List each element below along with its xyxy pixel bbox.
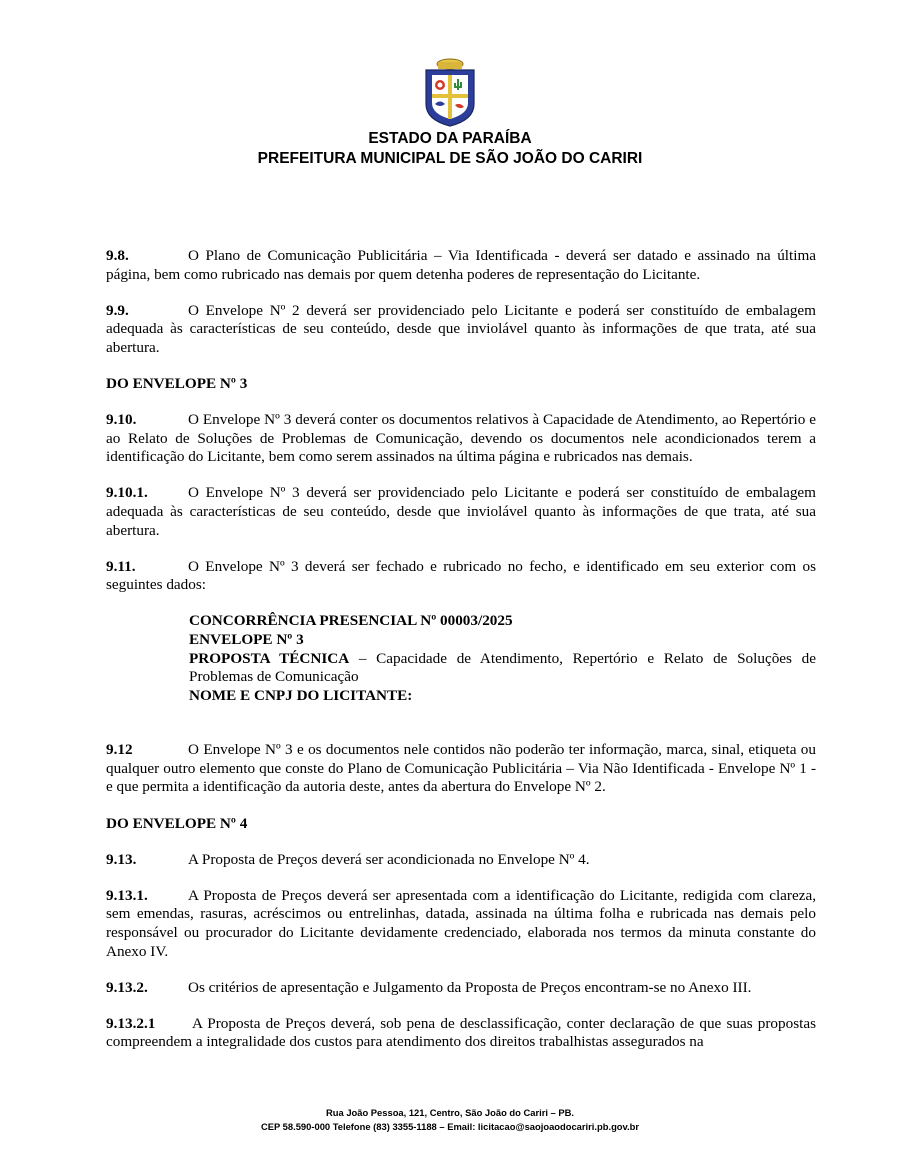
paragraph-9-10-1 bbox=[106, 484, 816, 540]
section-number: 9.12 bbox=[106, 741, 133, 759]
paragraph-text: O Envelope Nº 2 deverá ser providenciado pelo Licitante e poderá ser constituído de embalagem adequada às características de seu conteúdo, desde que inviolável quanto às informações de que trata, até sua abertura. bbox=[106, 301, 816, 356]
paragraph-9-13 bbox=[106, 851, 816, 870]
paragraph-text: O Envelope Nº 3 deverá conter os documentos relativos à Capacidade de Atendimento, ao Repertório e ao Relato de Soluções de Problemas de Comunicação, devendo os documentos nele acondicionados terem a identificação do Licitante, bem como serem assinados na última página e rubricados nas demais. bbox=[106, 411, 816, 466]
envelope-number-line: ENVELOPE Nº 3 bbox=[189, 630, 304, 648]
proposal-title: PROPOSTA TÉCNICA bbox=[189, 649, 350, 667]
paragraph-9-10 bbox=[106, 411, 816, 467]
envelope-label-block bbox=[189, 612, 816, 705]
document-body bbox=[106, 247, 816, 1052]
section-number: 9.13.2.1 bbox=[106, 1014, 156, 1032]
footer-contact: CEP 58.590-000 Telefone (83) 3355-1188 – Email: licitacao@saojoaodocariri.pb.gov.br bbox=[260, 1121, 640, 1132]
section-number: 9.8. bbox=[106, 247, 129, 264]
paragraph-9-8 bbox=[106, 247, 816, 284]
paragraph-9-13-2-1 bbox=[106, 1015, 816, 1052]
section-number: 9.13.2. bbox=[106, 978, 148, 996]
paragraph-9-11 bbox=[106, 558, 816, 595]
paragraph-text: O Plano de Comunicação Publicitária – Via Identificada - deverá ser datado e assinado na última página, bem como rubricado nas demais por quem detenha poderes de representação do Licitante. bbox=[106, 247, 816, 283]
paragraph-9-9 bbox=[106, 302, 816, 358]
envelope-bidder-line: NOME E CNPJ DO LICITANTE: bbox=[189, 686, 413, 704]
heading-envelope-3: DO ENVELOPE Nº 3 bbox=[106, 374, 248, 392]
paragraph-text: A Proposta de Preços deverá ser apresentada com a identificação do Licitante, redigida com clareza, sem emendas, rasuras, acréscimos ou entrelinhas, datada, assinada na última folha e rubricada nas demais pelo responsável ou procurador do Licitante devidamente credenciado, elaborada nos termos da minuta constante do Anexo IV. bbox=[106, 886, 816, 960]
paragraph-9-13-2 bbox=[106, 979, 816, 998]
paragraph-text: A Proposta de Preços deverá, sob pena de desclassificação, conter declaração de que suas propostas compreendem a integralidade dos custos para atendimento dos direitos trabalhistas assegurados na bbox=[106, 1014, 816, 1051]
section-number: 9.13.1. bbox=[106, 886, 148, 904]
paragraph-text: Os critérios de apresentação e Julgamento da Proposta de Preços encontram-se no Anexo III. bbox=[188, 978, 752, 996]
heading-envelope-4: DO ENVELOPE Nº 4 bbox=[106, 814, 248, 832]
section-number: 9.10. bbox=[106, 411, 137, 429]
section-number: 9.13. bbox=[106, 850, 137, 868]
section-number: 9.11. bbox=[106, 557, 136, 575]
footer-address: Rua João Pessoa, 121, Centro, São João do Cariri – PB. bbox=[326, 1107, 574, 1118]
paragraph-text: A Proposta de Preços deverá ser acondicionada no Envelope Nº 4. bbox=[188, 850, 590, 868]
letterhead-footer bbox=[0, 1106, 900, 1134]
proposal-description: – Capacidade de Atendimento, Repertório e Relato de Soluções de Problemas de Comunicação bbox=[189, 649, 816, 686]
paragraph-text: O Envelope Nº 3 e os documentos nele contidos não poderão ter informação, marca, sinal, etiqueta ou qualquer outro elemento que conste do Plano de Comunicação Publicitária – Via Não Identificada - Envelope Nº 1 - e que permita a identificação da autoria deste, antes da abertura do Envelope Nº 2. bbox=[106, 741, 816, 796]
paragraph-9-12 bbox=[106, 741, 816, 797]
municipal-coat-of-arms bbox=[420, 56, 480, 128]
section-number: 9.9. bbox=[106, 301, 129, 319]
municipality-name: PREFEITURA MUNICIPAL DE SÃO JOÃO DO CARIRI bbox=[257, 150, 643, 167]
envelope-procurement-line: CONCORRÊNCIA PRESENCIAL Nº 00003/2025 bbox=[189, 612, 513, 630]
envelope-proposal-line bbox=[189, 650, 816, 687]
state-name: ESTADO DA PARAÍBA bbox=[368, 130, 532, 147]
section-number: 9.10.1. bbox=[106, 484, 148, 502]
paragraph-text: O Envelope Nº 3 deverá ser fechado e rubricado no fecho, e identificado em seu exterior com os seguintes dados: bbox=[106, 557, 816, 594]
paragraph-9-13-1 bbox=[106, 887, 816, 961]
paragraph-text: O Envelope Nº 3 deverá ser providenciado pelo Licitante e poderá ser constituído de embalagem adequada às características de seu conteúdo, desde que inviolável quanto às informações de que trata, até sua abertura. bbox=[106, 484, 816, 539]
letterhead bbox=[0, 0, 900, 168]
